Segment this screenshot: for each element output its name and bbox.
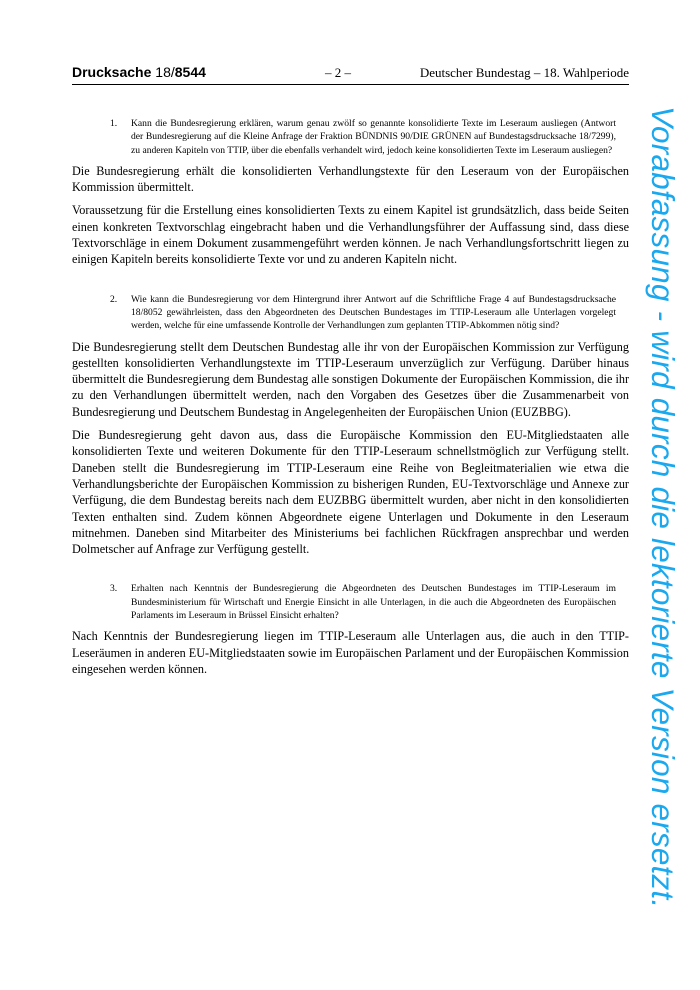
question-text: Wie kann die Bundesregierung vor dem Hintergrund ihrer Antwort auf die Schriftliche Frage 4 auf Bundestagsdrucksache 18/8052 gewährleisten, dass den Abgeordneten des Deutschen Bundestages im TTIP-Leseraum alle Unterlagen vorgelegt werden, welche für eine umfassende Kontrolle der Verhandlungen zum geplanten TTIP-Abkommen nötig sind? — [131, 293, 616, 332]
page-number: – 2 – — [325, 65, 351, 80]
question-number: 2. — [110, 293, 118, 305]
page-header — [72, 62, 629, 85]
answer-paragraph: Nach Kenntnis der Bundesregierung liegen im TTIP-Leseraum alle Unterlagen aus, die auch in den TTIP-Leseräumen in anderen EU-Mitgliedstaaten sowie im Europäischen Parlament und der Europäischen Kommission eingesehen werden können. — [72, 629, 629, 676]
answer-paragraph: Die Bundesregierung geht davon aus, dass die Europäische Kommission den EU-Mitgliedstaaten alle konsolidierten Texte und weiteren Dokumente für den TTIP-Leseraum schnellstmöglich zur Verfügung stellt. Daneben stellt die Bundesregierung im TTIP-Leseraum eine Reihe von Begleitmaterialien wie etwa die Verhandlungsberichte der Europäischen Kommission zu bisherigen Runden, EU-Textvorschläge und Annexe zur Verfügung, die dem Bundestag bereits nach dem EUZBBG übermittelt wurden, aber nicht in den konsolidierten Texten enthalten sind. Zudem können Abgeordnete eigene Unterlagen und Dokumente in den Leseraum mitnehmen. Daneben sind Mitarbeiter des Ministeriums bei fachlichen Rückfragen ansprechbar und werden Dolmetscher auf Anfrage zur Verfügung gestellt. — [72, 428, 629, 557]
publisher: Deutscher Bundestag – 18. Wahlperiode — [419, 65, 629, 80]
answer-paragraph: Die Bundesregierung stellt dem Deutschen Bundestag alle ihr von der Europäischen Kommission zur Verfügung gestellten konsolidierten Verhandlungstexte im TTIP-Leseraum unverzüglich zur Verfügung. Darüber hinaus übermittelt die Bundesregierung dem Bundestag alle sonstigen Dokumente der Europäischen Kommission, die ihr zu den Verhandlungen übermittelt werden, nach den Vorgaben des Gesetzes über die Zusammenarbeit von Bundesregierung und Deutschem Bundestag in Angelegenheiten der Europäischen Union (EUZBBG). — [72, 339, 629, 419]
question-1 — [72, 117, 616, 157]
doc-label: Drucksache — [72, 64, 152, 80]
question-text: Kann die Bundesregierung erklären, warum genau zwölf so genannte konsolidierte Texte im Leseraum ausliegen (Antwort der Bundesregierung auf die Kleine Anfrage der Fraktion BÜNDNIS 90/DIE GRÜNEN auf Bundestagsdrucksache 18/7299), zu anderen Kapiteln von TTIP, über die ebenfalls verhandelt wird, jedoch keine konsolidierten Texte im Leseraum ausliegen? — [131, 118, 616, 156]
draft-watermark: Vorabfassung - wird durch die lektorierte Version ersetzt. — [645, 106, 681, 909]
question-number: 3. — [110, 583, 118, 595]
question-3 — [72, 582, 616, 622]
document-number — [72, 64, 206, 80]
question-text: Erhalten nach Kenntnis der Bundesregierung die Abgeordneten des Deutschen Bundestages im TTIP-Leseraum im Bundesministerium für Wirtschaft und Energie Einsicht in alle Unterlagen, in die auch die Abgeordneten des Europäischen Parlaments im Leseraum in Brüssel Einsicht erhalten? — [131, 583, 616, 622]
document-body — [72, 117, 629, 677]
doc-number-suffix: 8544 — [174, 64, 206, 80]
doc-number-prefix: 18/ — [155, 64, 175, 80]
question-2 — [72, 293, 616, 333]
answer-paragraph: Die Bundesregierung erhält die konsolidierten Verhandlungstexte für den Leseraum von der Europäischen Kommission übermittelt. — [72, 163, 629, 195]
answer-paragraph: Voraussetzung für die Erstellung eines konsolidierten Texts zu einem Kapitel ist grundsätzlich, dass beide Seiten einen konkreten Textvorschlag eingebracht haben und die Verhandlungsführer der Auffassung sind, dass diese Textvorschläge in einem Dokument zusammengeführt werden können. Je nach Verhandlungsfortschritt liegen zu einigen Kapiteln bereits konsolidierte Texte vor und zu anderen Kapiteln nicht. — [72, 203, 629, 267]
question-number: 1. — [110, 118, 118, 129]
